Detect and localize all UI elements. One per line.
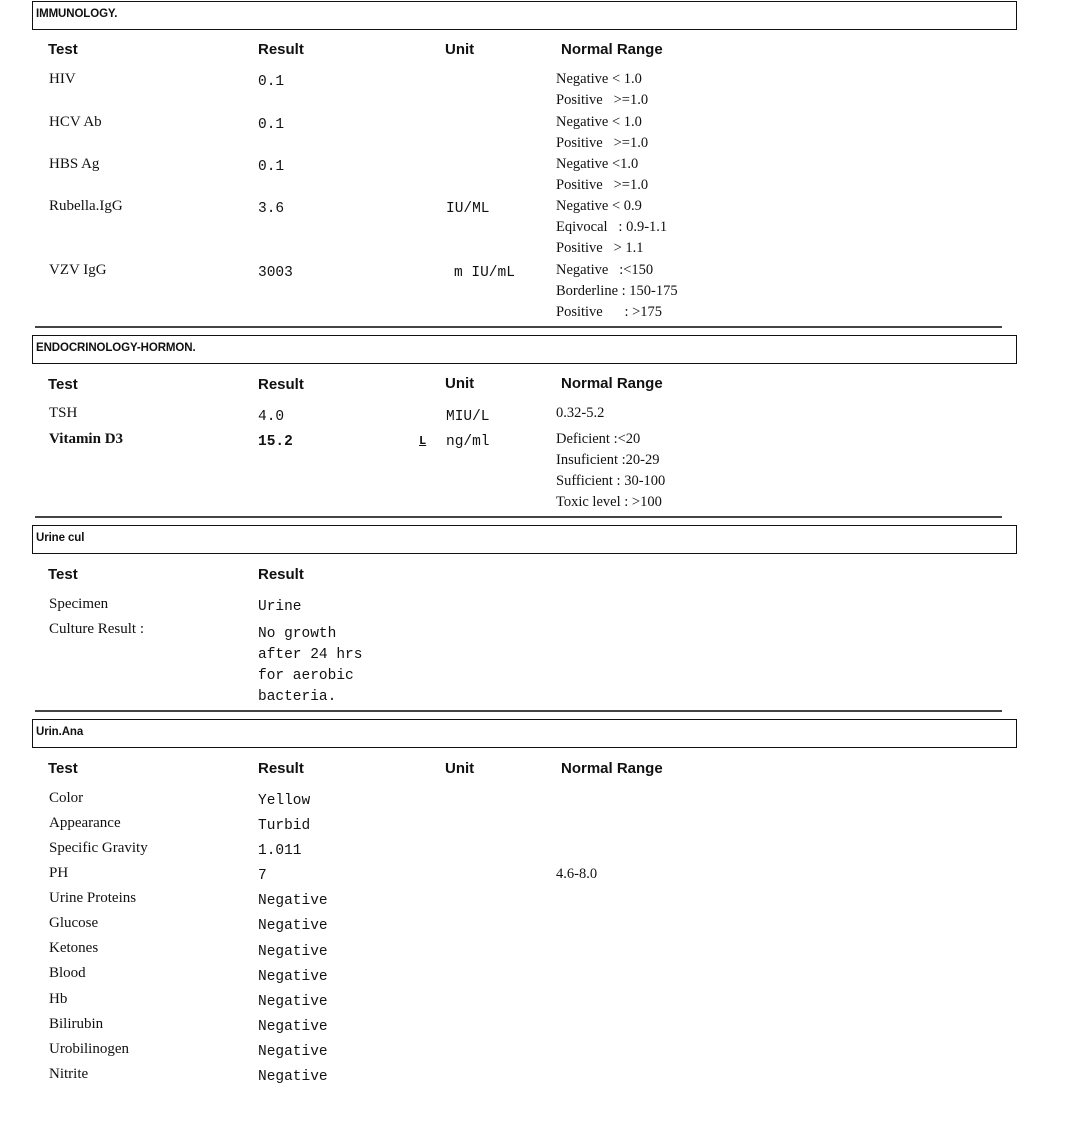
test-name: HBS Ag bbox=[49, 156, 100, 172]
test-name: Specimen bbox=[49, 596, 109, 612]
section-divider bbox=[35, 516, 1002, 518]
test-result: 0.1 bbox=[258, 74, 285, 90]
col-header-test: Test bbox=[48, 566, 78, 583]
section-divider bbox=[35, 710, 1002, 712]
section-header-immunology bbox=[32, 1, 1017, 30]
test-result: Negative bbox=[258, 969, 328, 985]
col-header-unit: Unit bbox=[445, 375, 475, 392]
test-name: Urine Proteins bbox=[49, 890, 137, 906]
col-header-unit: Unit bbox=[445, 760, 475, 777]
test-name: Nitrite bbox=[49, 1066, 89, 1082]
test-unit: MIU/L bbox=[446, 409, 490, 425]
test-name: Hb bbox=[49, 991, 68, 1007]
section-header-endocrinology bbox=[32, 335, 1017, 364]
test-result: 1.011 bbox=[258, 843, 302, 859]
test-result: Turbid bbox=[258, 818, 311, 834]
test-name: Color bbox=[49, 790, 84, 806]
section-divider bbox=[35, 326, 1002, 328]
normal-range: Negative <1.0 Positive >=1.0 bbox=[556, 156, 649, 193]
test-result: Negative bbox=[258, 1044, 328, 1060]
test-result: Negative bbox=[258, 944, 328, 960]
col-header-test: Test bbox=[48, 41, 78, 58]
test-name: HCV Ab bbox=[49, 114, 102, 130]
col-header-unit: Unit bbox=[445, 41, 475, 58]
test-result: Yellow bbox=[258, 793, 311, 809]
test-unit: ng/ml bbox=[446, 434, 490, 450]
normal-range: Negative < 0.9 Eqivocal : 0.9-1.1 Positive > 1.1 bbox=[556, 198, 668, 256]
test-result: 3003 bbox=[258, 265, 293, 281]
section-title: ENDOCRINOLOGY-HORMON. bbox=[36, 342, 196, 354]
normal-range: Deficient :<20 Insuficient :20-29 Sufficient : 30-100 Toxic level : >100 bbox=[556, 431, 666, 510]
abnormal-low-flag: L bbox=[419, 434, 427, 448]
normal-range: 0.32-5.2 bbox=[556, 405, 605, 421]
section-header-urine-culture bbox=[32, 525, 1017, 554]
normal-range: Negative :<150 Borderline : 150-175 Positive : >175 bbox=[556, 262, 678, 320]
test-name: VZV IgG bbox=[49, 262, 107, 278]
test-result: 4.0 bbox=[258, 409, 285, 425]
test-name: Urobilinogen bbox=[49, 1041, 129, 1057]
test-name: Rubella.IgG bbox=[49, 198, 123, 214]
col-header-range: Normal Range bbox=[561, 760, 663, 777]
test-result: 7 bbox=[258, 868, 267, 884]
test-result: Negative bbox=[258, 1069, 328, 1085]
test-result: 3.6 bbox=[258, 201, 285, 217]
section-title: Urin.Ana bbox=[36, 726, 84, 738]
section-header-urine-analysis bbox=[32, 719, 1017, 748]
test-result: Urine bbox=[258, 599, 302, 615]
col-header-result: Result bbox=[258, 566, 304, 583]
test-name: Specific Gravity bbox=[49, 840, 148, 856]
test-name: Bilirubin bbox=[49, 1016, 104, 1032]
col-header-range: Normal Range bbox=[561, 41, 663, 58]
test-result: 15.2 bbox=[258, 434, 293, 450]
test-name: TSH bbox=[49, 405, 78, 421]
section-title: Urine cul bbox=[36, 532, 85, 544]
test-name: PH bbox=[49, 865, 69, 881]
col-header-result: Result bbox=[258, 376, 304, 393]
col-header-result: Result bbox=[258, 41, 304, 58]
col-header-range: Normal Range bbox=[561, 375, 663, 392]
col-header-test: Test bbox=[48, 376, 78, 393]
test-unit: IU/ML bbox=[446, 201, 490, 217]
test-name: Culture Result : bbox=[49, 621, 144, 637]
test-result: 0.1 bbox=[258, 159, 285, 175]
normal-range: 4.6-8.0 bbox=[556, 866, 598, 882]
test-result: Negative bbox=[258, 1019, 328, 1035]
test-result: Negative bbox=[258, 994, 328, 1010]
test-result: Negative bbox=[258, 918, 328, 934]
normal-range: Negative < 1.0 Positive >=1.0 bbox=[556, 71, 649, 108]
test-unit: m IU/mL bbox=[454, 265, 515, 281]
test-name: Vitamin D3 bbox=[49, 431, 124, 447]
test-result: 0.1 bbox=[258, 117, 285, 133]
test-name: Appearance bbox=[49, 815, 121, 831]
normal-range: Negative < 1.0 Positive >=1.0 bbox=[556, 114, 649, 151]
section-title: IMMUNOLOGY. bbox=[36, 8, 118, 20]
col-header-test: Test bbox=[48, 760, 78, 777]
test-result: No growth after 24 hrs for aerobic bacteria. bbox=[258, 626, 363, 705]
test-name: Glucose bbox=[49, 915, 99, 931]
col-header-result: Result bbox=[258, 760, 304, 777]
test-name: Blood bbox=[49, 965, 86, 981]
test-name: HIV bbox=[49, 71, 76, 87]
test-name: Ketones bbox=[49, 940, 99, 956]
test-result: Negative bbox=[258, 893, 328, 909]
